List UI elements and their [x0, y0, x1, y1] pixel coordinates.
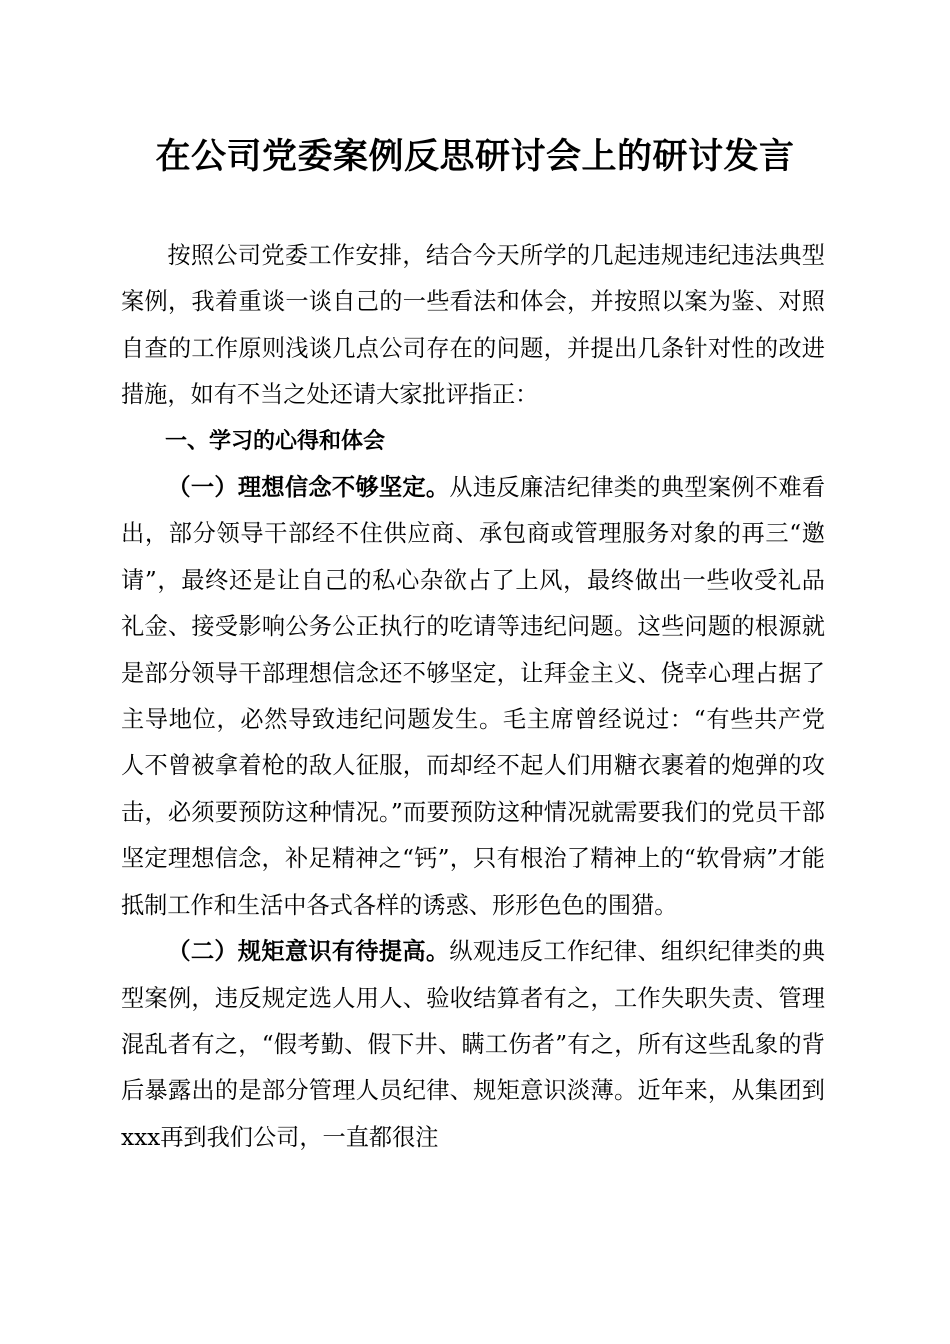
- point-2-text: 纵观违反工作纪律、组织纪律类的典型案例，违反规定选人用人、验收结算者有之，工作失职失责、管理混乱者有之，“假考勤、假下井、瞒工伤者”有之，所有这些乱象的背后暴露出的是部分管理人员纪律、规矩意识淡薄。近年来，从集团到xxx再到我们公司，一直都很注: [121, 938, 826, 1151]
- intro-paragraph: 按照公司党委工作安排，结合今天所学的几起违规违纪违法典型案例，我着重谈一谈自己的一些看法和体会，并按照以案为鉴、对照自查的工作原则浅谈几点公司存在的问题，并提出几条针对性的改进措施，如有不当之处还请大家批评指正：: [121, 242, 825, 409]
- point-1-paragraph: [121, 465, 825, 929]
- document-body: [121, 233, 825, 1161]
- document-title: 在公司党委案例反思研讨会上的研讨发言: [155, 136, 795, 177]
- point-1-lead: （一）理想信念不够坚定。: [167, 474, 450, 502]
- point-1-text: 从违反廉洁纪律类的典型案例不难看出，部分领导干部经不住供应商、承包商或管理服务对象的再三“邀请”，最终还是让自己的私心杂欲占了上风，最终做出一些收受礼品礼金、接受影响公务公正执行的吃请等违纪问题。这些问题的根源就是部分领导干部理想信念还不够坚定，让拜金主义、侥幸心理占据了主导地位，必然导致违纪问题发生。毛主席曾经说过：“有些共产党人不曾被拿着枪的敌人征服，而却经不起人们用糖衣裹着的炮弹的攻击，必须要预防这种情况。”而要预防这种情况就需要我们的党员干部坚定理想信念，补足精神之“钙”，只有根治了精神上的“软骨病”才能抵制工作和生活中各式各样的诱惑、形形色色的围猎。: [121, 474, 826, 919]
- point-2-lead: （二）规矩意识有待提高。: [167, 938, 450, 966]
- section-heading: 一、学习的心得和体会: [165, 428, 386, 454]
- point-2-paragraph: [121, 929, 825, 1161]
